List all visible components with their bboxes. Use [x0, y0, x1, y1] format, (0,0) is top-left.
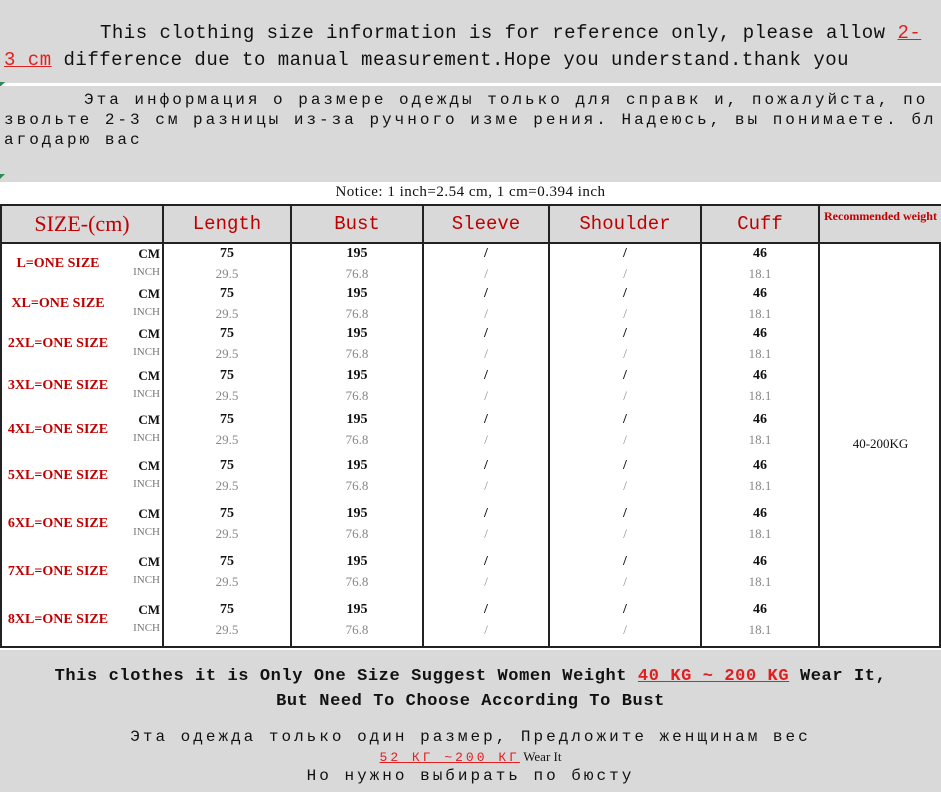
table-cell-cm: 75: [220, 458, 234, 473]
table-cell-cm: 195: [346, 458, 368, 473]
unit-inch-label: INCH: [133, 432, 160, 444]
table-cell-cm: 195: [346, 326, 368, 341]
footer-en-text: This clothes it is Only One Size Suggest Women Weight: [54, 667, 638, 686]
table-cell-cm: /: [623, 412, 627, 427]
size-label: 7XL=ONE SIZE: [7, 564, 109, 579]
table-cell-inch: 76.8: [345, 622, 369, 637]
footer-block: [0, 650, 941, 792]
unit-cm-label: CM: [138, 246, 160, 261]
table-cell-inch: 18.1: [748, 432, 772, 447]
table-cell-inch: /: [484, 266, 488, 281]
unit-inch-label: INCH: [133, 526, 160, 538]
table-cell-cm: 46: [753, 458, 767, 473]
table-cell-inch: 29.5: [215, 266, 239, 281]
table-cell-inch: 18.1: [748, 266, 772, 281]
table-cell-cm: /: [623, 458, 627, 473]
table-cell-inch: /: [623, 266, 627, 281]
table-cell-cm: 75: [220, 368, 234, 383]
table-cell-cm: 46: [753, 506, 767, 521]
english-notice-text: [4, 20, 938, 74]
footer-english: [0, 664, 941, 714]
header-length: Length: [164, 206, 290, 242]
unit-cm-label: CM: [138, 368, 160, 383]
table-cell-cm: /: [623, 506, 627, 521]
table-cell-cm: 75: [220, 286, 234, 301]
table-cell-inch: 18.1: [748, 306, 772, 321]
unit-cm-label: CM: [138, 602, 160, 617]
notice-en-line2: difference due to manual measurement.Hope you understand.thank you: [51, 49, 850, 71]
table-cell-cm: /: [623, 326, 627, 341]
size-label: 2XL=ONE SIZE: [7, 336, 109, 351]
header-cuff: Cuff: [702, 206, 818, 242]
table-cell-inch: 76.8: [345, 526, 369, 541]
header-size: SIZE-(cm): [2, 206, 162, 242]
table-cell-inch: /: [484, 388, 488, 403]
unit-inch-label: INCH: [133, 388, 160, 400]
table-cell-cm: 75: [220, 554, 234, 569]
header-bust: Bust: [292, 206, 422, 242]
footer-en-wear: Wear It,: [789, 667, 887, 686]
table-cell-cm: 46: [753, 286, 767, 301]
unit-cm-label: CM: [138, 326, 160, 341]
table-cell-inch: 76.8: [345, 388, 369, 403]
table-cell-cm: /: [484, 506, 488, 521]
footer-ru-weight-range: 52 КГ ~200 КГ: [379, 750, 520, 765]
size-label: 5XL=ONE SIZE: [7, 468, 109, 483]
table-cell-inch: /: [623, 432, 627, 447]
size-label: 8XL=ONE SIZE: [7, 612, 109, 627]
table-cell-cm: /: [484, 368, 488, 383]
footer-russian: [0, 728, 941, 786]
table-cell-inch: 29.5: [215, 346, 239, 361]
table-cell-cm: /: [623, 286, 627, 301]
column-divider: [818, 206, 820, 646]
header-sleeve: Sleeve: [424, 206, 548, 242]
table-cell-inch: /: [484, 306, 488, 321]
unit-inch-label: INCH: [133, 622, 160, 634]
table-cell-cm: 46: [753, 246, 767, 261]
table-cell-cm: 75: [220, 326, 234, 341]
unit-inch-label: INCH: [133, 574, 160, 586]
size-label: 6XL=ONE SIZE: [7, 516, 109, 531]
footer-ru-wear: Wear It: [519, 749, 562, 764]
table-cell-inch: 76.8: [345, 306, 369, 321]
table-cell-inch: 18.1: [748, 388, 772, 403]
table-cell-cm: 195: [346, 286, 368, 301]
size-table: [0, 204, 941, 648]
table-cell-inch: /: [623, 346, 627, 361]
table-cell-cm: 46: [753, 554, 767, 569]
size-label: L=ONE SIZE: [16, 256, 100, 271]
table-cell-cm: 195: [346, 246, 368, 261]
table-cell-inch: 18.1: [748, 622, 772, 637]
table-cell-inch: /: [623, 388, 627, 403]
header-recommended-weight: Recommended weight: [820, 206, 941, 242]
notice-ru: Эта информация о размере одежды только для справк и, пожалуйста, позвольте 2-3 см разницы из-за ручного изме рения. Надеюсь, вы понимаете. благодарю вас: [4, 91, 937, 149]
notice-en-red-1: 2-: [897, 22, 922, 44]
table-cell-inch: 18.1: [748, 526, 772, 541]
table-cell-inch: 29.5: [215, 306, 239, 321]
corner-triangle-icon: [0, 174, 5, 179]
footer-en-line2: But Need To Choose According To Bust: [276, 692, 665, 711]
footer-ru-line1: Эта одежда только один размер, Предложите женщинам вес: [130, 728, 811, 746]
unit-cm-label: CM: [138, 506, 160, 521]
table-cell-cm: 75: [220, 602, 234, 617]
table-cell-cm: 195: [346, 506, 368, 521]
table-cell-cm: 46: [753, 602, 767, 617]
table-cell-inch: 29.5: [215, 388, 239, 403]
table-cell-cm: 195: [346, 554, 368, 569]
table-cell-cm: /: [484, 326, 488, 341]
table-cell-inch: /: [623, 478, 627, 493]
footer-ru-line3: Но нужно выбирать по бюсту: [306, 767, 635, 785]
table-cell-inch: 18.1: [748, 346, 772, 361]
table-cell-inch: /: [484, 574, 488, 589]
table-cell-inch: 29.5: [215, 526, 239, 541]
footer-en-weight-range: 40 KG ~ 200 KG: [637, 667, 790, 686]
table-cell-cm: /: [623, 246, 627, 261]
table-cell-cm: /: [484, 458, 488, 473]
table-cell-inch: 29.5: [215, 478, 239, 493]
table-cell-inch: 29.5: [215, 432, 239, 447]
table-cell-cm: 195: [346, 602, 368, 617]
unit-inch-label: INCH: [133, 266, 160, 278]
table-cell-inch: /: [623, 574, 627, 589]
russian-notice-block: [0, 86, 941, 182]
table-cell-inch: 76.8: [345, 574, 369, 589]
table-cell-cm: 195: [346, 368, 368, 383]
table-cell-cm: /: [484, 554, 488, 569]
unit-inch-label: INCH: [133, 306, 160, 318]
table-cell-inch: /: [623, 306, 627, 321]
table-cell-inch: /: [484, 622, 488, 637]
table-cell-inch: 76.8: [345, 478, 369, 493]
unit-inch-label: INCH: [133, 346, 160, 358]
table-cell-cm: /: [484, 286, 488, 301]
table-cell-inch: /: [484, 432, 488, 447]
russian-notice-text: [4, 90, 938, 150]
table-cell-cm: /: [484, 246, 488, 261]
table-cell-inch: /: [484, 478, 488, 493]
table-cell-inch: 76.8: [345, 346, 369, 361]
size-label: 3XL=ONE SIZE: [7, 378, 109, 393]
conversion-notice: Notice: 1 inch=2.54 cm, 1 cm=0.394 inch: [335, 184, 606, 200]
table-cell-inch: /: [484, 346, 488, 361]
table-cell-cm: 195: [346, 412, 368, 427]
table-cell-cm: 75: [220, 246, 234, 261]
size-label: XL=ONE SIZE: [11, 296, 105, 311]
unit-cm-label: CM: [138, 458, 160, 473]
table-cell-inch: 29.5: [215, 622, 239, 637]
unit-cm-label: CM: [138, 554, 160, 569]
table-cell-cm: 46: [753, 326, 767, 341]
header-divider: [2, 242, 939, 244]
table-cell-cm: 46: [753, 368, 767, 383]
table-cell-inch: /: [623, 526, 627, 541]
table-cell-inch: 76.8: [345, 432, 369, 447]
table-cell-cm: 75: [220, 506, 234, 521]
table-cell-cm: 46: [753, 412, 767, 427]
table-cell-cm: /: [623, 602, 627, 617]
table-cell-cm: /: [484, 602, 488, 617]
table-cell-cm: 75: [220, 412, 234, 427]
unit-cm-label: CM: [138, 286, 160, 301]
table-cell-cm: /: [484, 412, 488, 427]
notice-en-line1: This clothing size information is for reference only, please allow: [100, 22, 898, 44]
table-cell-inch: /: [484, 526, 488, 541]
table-cell-cm: /: [623, 554, 627, 569]
recommended-weight-value: 40-200KG: [852, 436, 909, 451]
table-cell-inch: 29.5: [215, 574, 239, 589]
unit-cm-label: CM: [138, 412, 160, 427]
table-cell-inch: 18.1: [748, 478, 772, 493]
table-cell-cm: /: [623, 368, 627, 383]
table-cell-inch: /: [623, 622, 627, 637]
table-cell-inch: 76.8: [345, 266, 369, 281]
unit-inch-label: INCH: [133, 478, 160, 490]
notice-en-red-2: 3 cm: [4, 49, 52, 71]
english-notice-block: [0, 0, 941, 83]
table-cell-inch: 18.1: [748, 574, 772, 589]
size-label: 4XL=ONE SIZE: [7, 422, 109, 437]
header-shoulder: Shoulder: [550, 206, 700, 242]
